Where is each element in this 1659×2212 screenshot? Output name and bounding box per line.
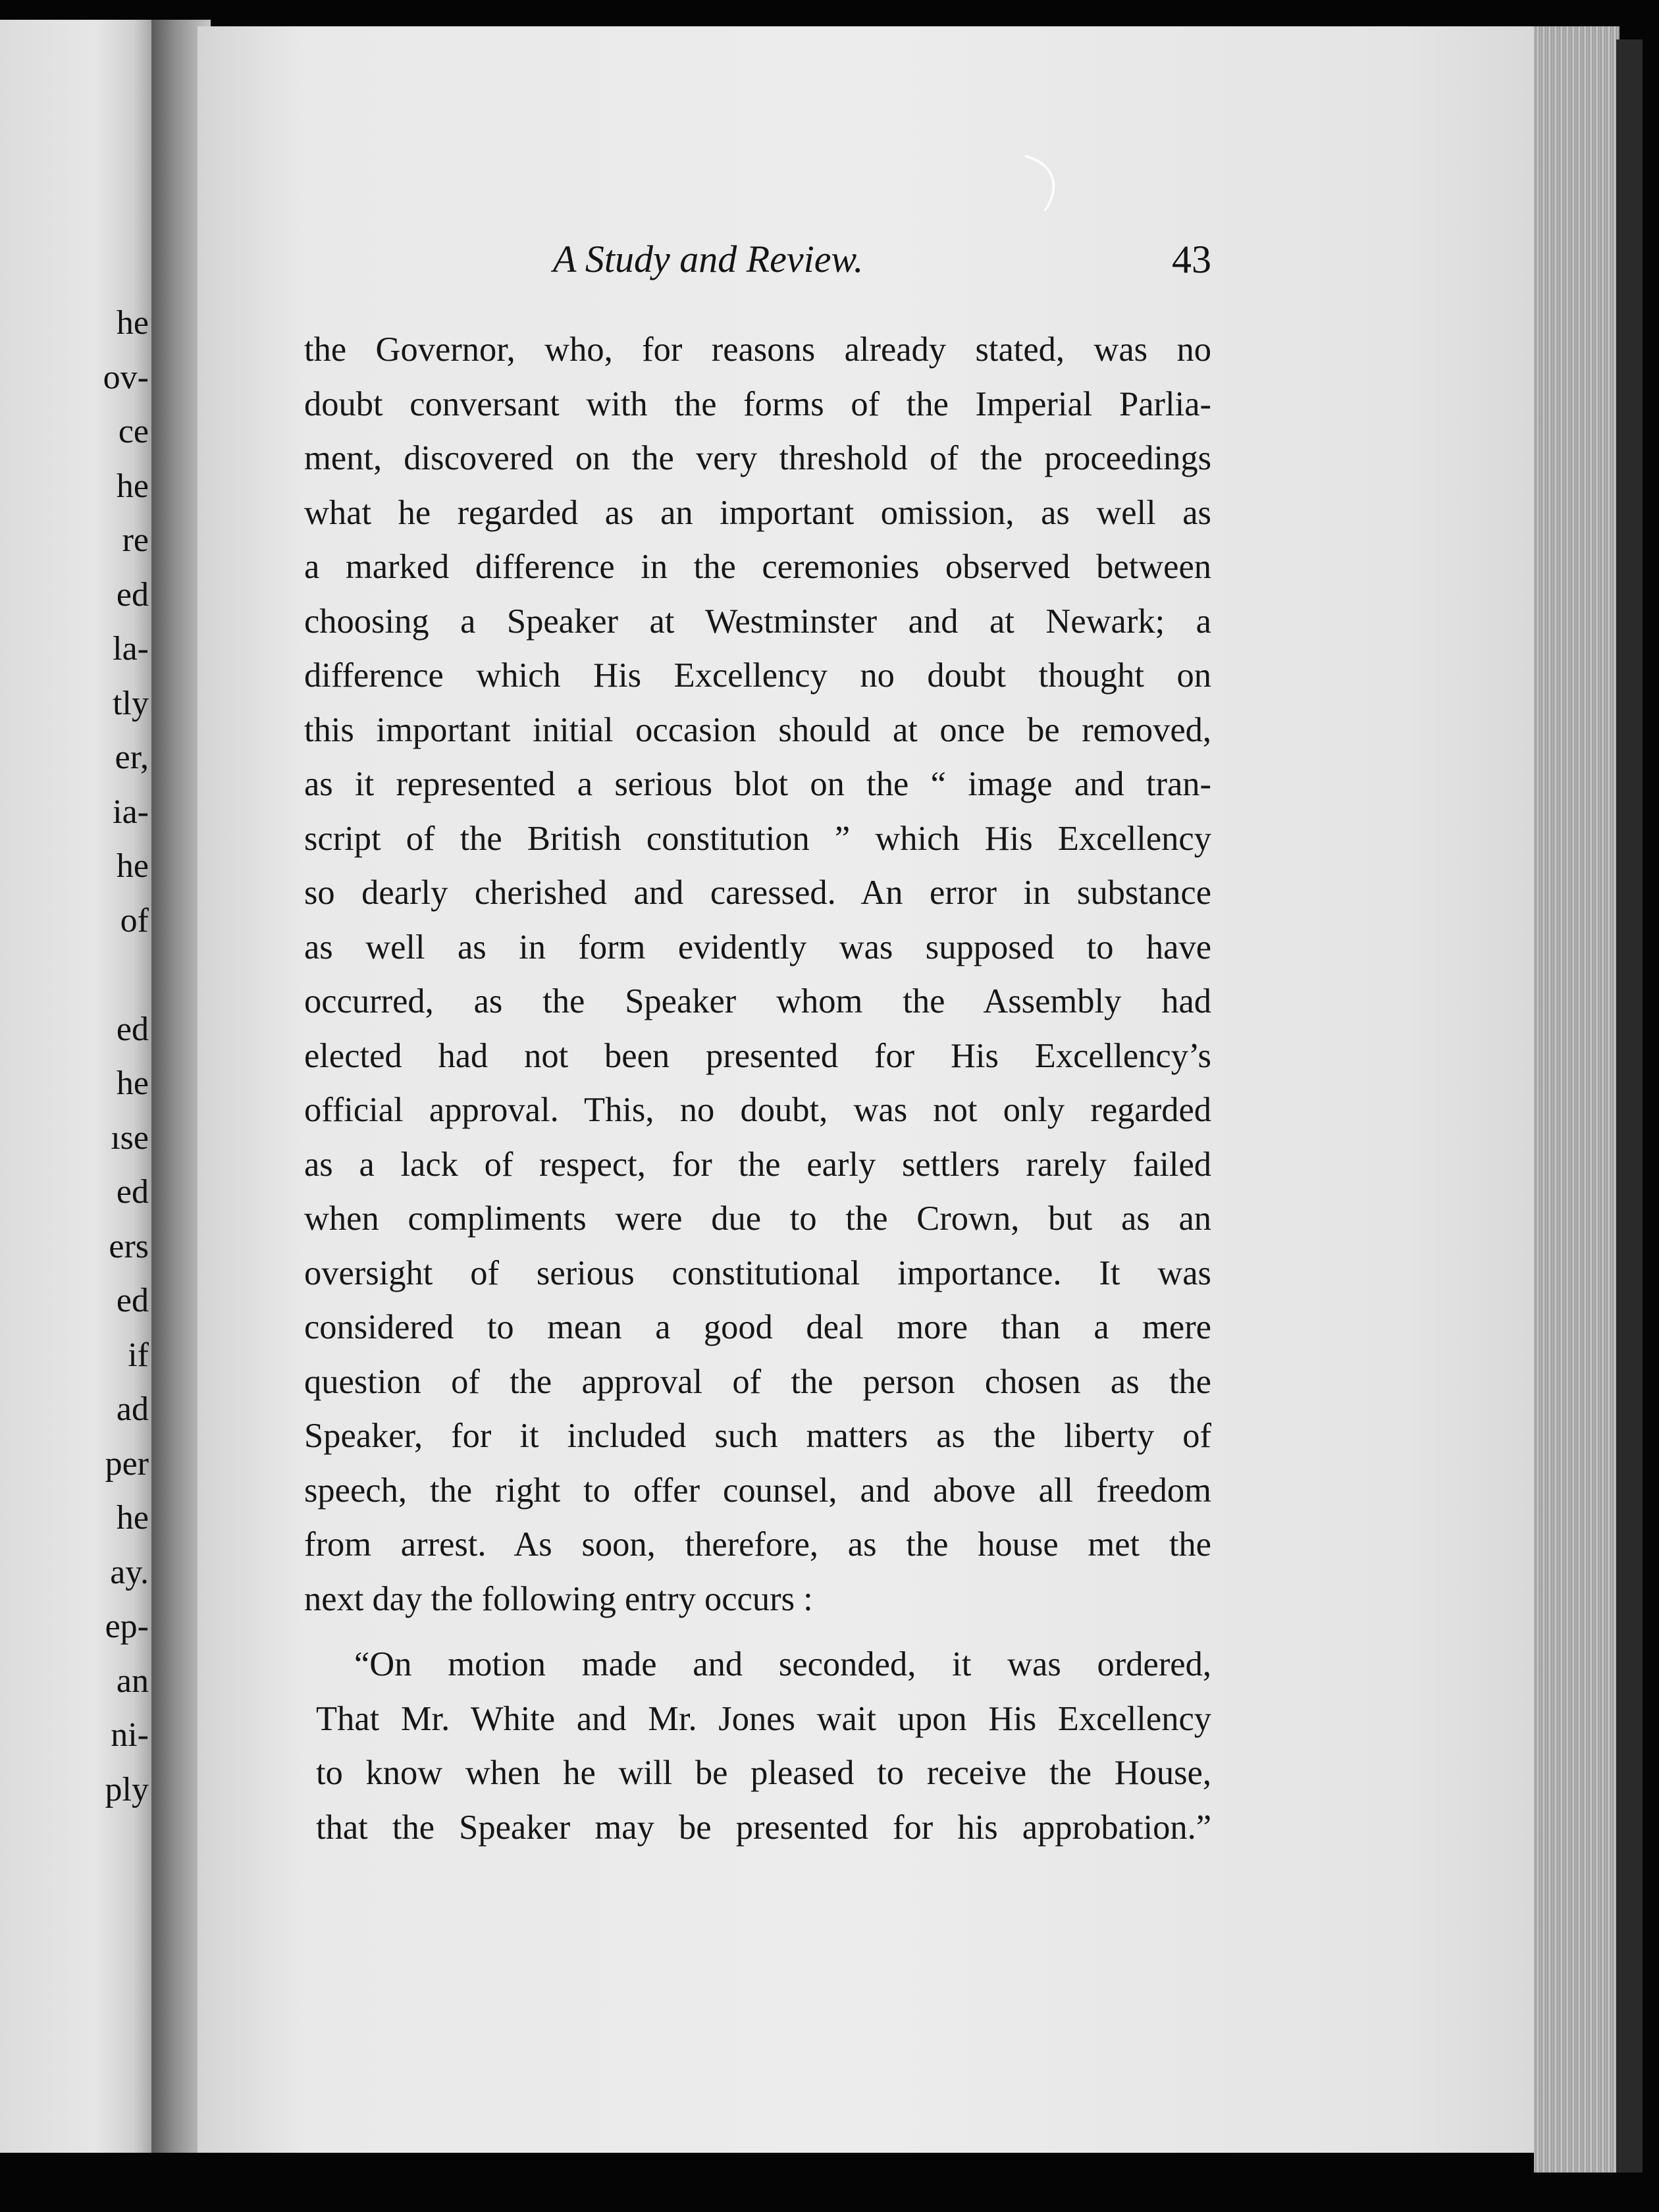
text-line: the Governor, who, for reasons already stated, was no (304, 330, 1211, 369)
text-line: this important initial occasion should at once be removed, (304, 710, 1211, 749)
text-line: from arrest. As soon, therefore, as the house met the (304, 1525, 1211, 1564)
text-line: script of the British constitution ” which His Excellency (304, 819, 1211, 858)
previous-page-text-fragment: he (116, 847, 149, 885)
previous-page-text-fragment: if (128, 1336, 149, 1374)
previous-page-text-fragment: ia- (113, 793, 149, 831)
previous-page-text-fragment: ed (116, 575, 149, 614)
text-line: next day the following entry occurs : (304, 1579, 813, 1618)
text-line: occurred, as the Speaker whom the Assembly had (304, 982, 1211, 1020)
previous-page-text-fragment: an (116, 1662, 149, 1700)
previous-page-text-fragment: ed (116, 1282, 149, 1319)
running-title: A Study and Review. (553, 238, 864, 280)
previous-page-text-fragment: tly (113, 684, 149, 722)
quote-line: “On motion made and seconded, it was ordered, (354, 1645, 1211, 1683)
previous-page-text-fragment: ce (118, 413, 149, 450)
previous-page-text-fragment: ed (116, 1010, 149, 1048)
text-line: a marked difference in the ceremonies observed between (304, 548, 1211, 586)
previous-page-text-fragment: ad (116, 1390, 149, 1428)
text-line: speech, the right to offer counsel, and above all freedom (304, 1471, 1211, 1510)
text-line: Speaker, for it included such matters as the liberty of (304, 1417, 1211, 1455)
quoted-entry (316, 1637, 1211, 1855)
text-line: choosing a Speaker at Westminster and at Newark; a (304, 602, 1211, 641)
previous-page-text-fragment: ply (105, 1770, 149, 1808)
page-stack-shadow (1616, 40, 1643, 2172)
text-line: ment, discovered on the very threshold of the proceedings (304, 439, 1211, 477)
previous-page-text-fragment: er, (115, 739, 149, 776)
previous-page-text-fragment: ep- (105, 1608, 149, 1645)
previous-page-text-fragment: ay. (110, 1553, 149, 1591)
previous-page-text-fragment: ov- (103, 358, 149, 396)
previous-page-text-fragment: he (116, 304, 149, 342)
previous-page-text-fragment: he (116, 1499, 149, 1537)
quote-line: that the Speaker may be presented for his approbation.” (316, 1808, 1211, 1847)
previous-page-text-fragment: of (120, 901, 149, 939)
page-number: 43 (1172, 238, 1211, 281)
text-line: official approval. This, no doubt, was not only regarded (304, 1091, 1211, 1129)
text-line: as a lack of respect, for the early settlers rarely failed (304, 1145, 1211, 1184)
previous-page-text-fragment: ıse (111, 1119, 149, 1157)
text-line: elected had not been presented for His Excellency’s (304, 1036, 1211, 1075)
text-line: as it represented a serious blot on the “ image and tran- (304, 765, 1211, 803)
text-line: difference which His Excellency no doubt thought on (304, 656, 1211, 695)
text-line: oversight of serious constitutional importance. It was (304, 1253, 1211, 1292)
previous-page-text-fragment: re (122, 521, 149, 559)
previous-page-edge (0, 20, 158, 2153)
text-line: considered to mean a good deal more than a mere (304, 1308, 1211, 1346)
text-line: so dearly cherished and caressed. An error in substance (304, 874, 1211, 912)
text-line: doubt conversant with the forms of the Imperial Parlia- (304, 384, 1211, 423)
previous-page-text-fragment: he (116, 467, 149, 505)
previous-page-text-fragment: ed (116, 1173, 149, 1211)
quote-line: to know when he will be pleased to receive the House, (316, 1754, 1211, 1792)
previous-page-text-fragment: ers (109, 1227, 149, 1265)
page-stack-edges (1534, 26, 1620, 2172)
quote-line: That Mr. White and Mr. Jones wait upon His Excellency (316, 1699, 1211, 1738)
previous-page-text-fragment: per (105, 1444, 149, 1483)
text-line: when compliments were due to the Crown, but as an (304, 1199, 1211, 1238)
text-line: as well as in form evidently was supposed to have (304, 928, 1211, 966)
body-paragraph (304, 323, 1211, 1626)
previous-page-text-fragment: he (116, 1065, 149, 1102)
page-header (553, 237, 1211, 296)
text-line: what he regarded as an important omission, as well as (304, 493, 1211, 532)
previous-page-text-fragment: ni- (111, 1716, 149, 1754)
text-line: question of the approval of the person chosen as the (304, 1362, 1211, 1401)
previous-page-text-fragment: la- (113, 630, 149, 668)
